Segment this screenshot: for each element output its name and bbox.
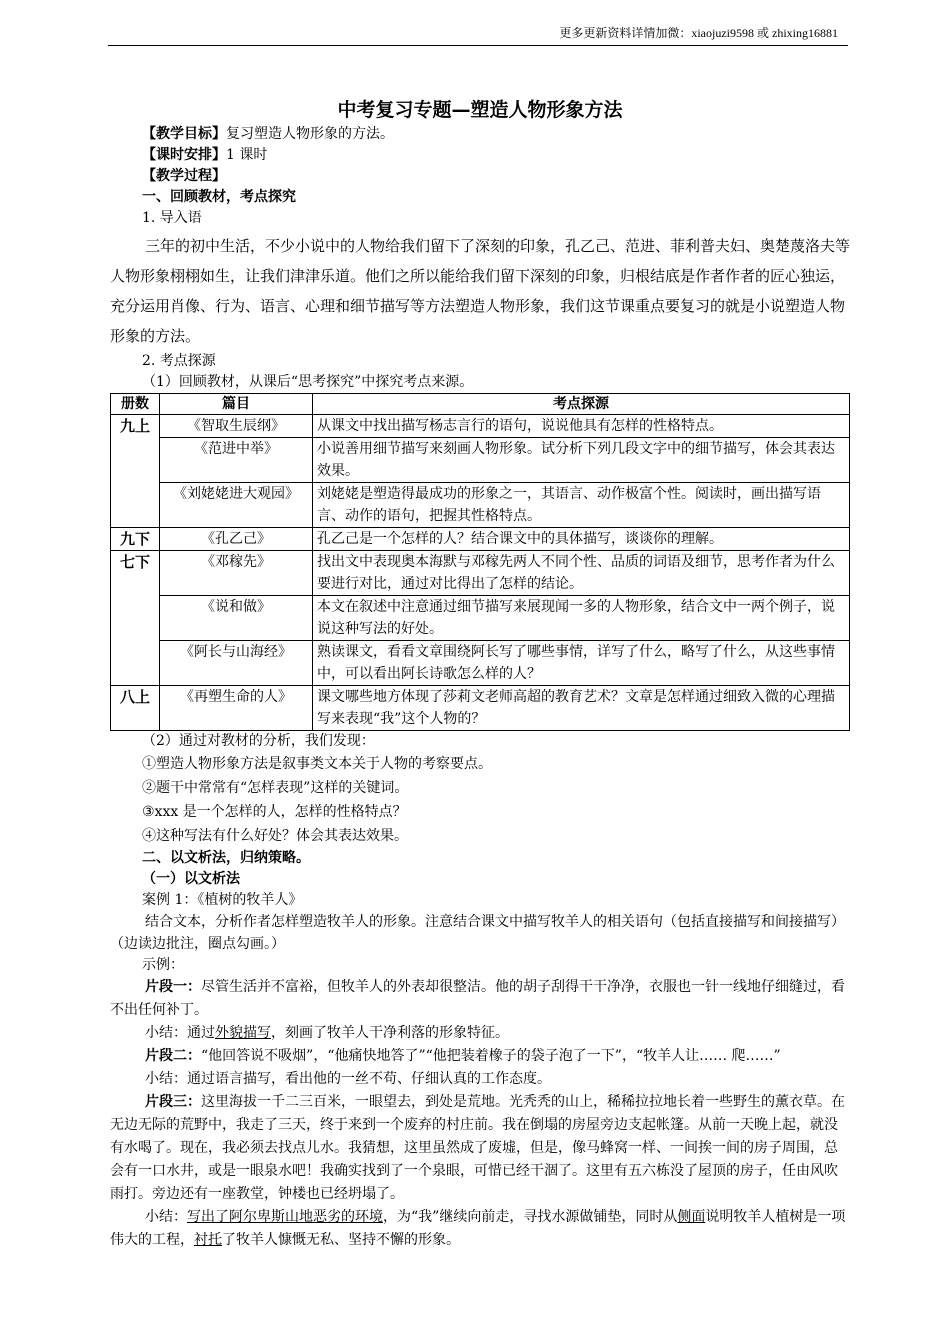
section1-sub2: 2. 考点探源 — [142, 353, 216, 369]
segment-one: 片段一：尽管生活并不富裕，但牧羊人的外表却很整洁。他的胡子刮得干干净净，衣服也一针一线地仔细缝过，看不出任何补丁。 — [110, 979, 845, 1018]
table-row — [111, 641, 850, 686]
point-cell: 小说善用细节描写来刻画人物形象。试分析下列几段文字中的细节描写，体会其表达效果。 — [313, 438, 850, 483]
summary-three: 小结：写出了阿尔卑斯山地恶劣的环境，为“我”继续向前走，寻找水源做铺垫，同时从侧面说明牧羊人植树是一项伟大的工程，衬托了牧羊人慷慨无私、坚持不懈的形象。 — [110, 1209, 846, 1248]
volume-cell: 七下 — [111, 551, 160, 686]
header-note: 更多更新资料详情加微：xiaojuzi9598 或 zhixing16881 — [559, 26, 838, 40]
header-rule — [108, 45, 848, 46]
section2-sub: （一）以文析法 — [142, 871, 240, 887]
table-header-point: 考点探源 — [313, 394, 850, 415]
table-header-title: 篇目 — [160, 394, 313, 415]
finding-item: ④这种写法有什么好处？体会其表达效果。 — [142, 828, 408, 844]
meta-goal: 【教学目标】复习塑造人物形象的方法。 — [142, 126, 394, 142]
section1-heading: 一、回顾教材，考点探究 — [142, 189, 296, 205]
title-cell: 《范进中举》 — [160, 438, 313, 483]
title-cell: 《邓稼先》 — [160, 551, 313, 596]
table-row — [111, 596, 850, 641]
textbook-table — [110, 393, 850, 731]
title-cell: 《刘姥姥进大观园》 — [160, 483, 313, 528]
volume-cell: 九下 — [111, 528, 160, 551]
section1-step1: （1）回顾教材，从课后“思考探究”中探究考点来源。 — [142, 374, 474, 390]
segment-two: 片段二：“他回答说不吸烟”，“他痛快地答了”“他把装着橡子的袋子泡了一下”，“牧羊人让…… 爬……” — [145, 1048, 781, 1064]
intro-paragraph: 三年的初中生活，不少小说中的人物给我们留下了深刻的印象，孔乙己、范进、菲利普夫妇、奥楚蔑洛夫等人物形象栩栩如生，让我们津津乐道。他们之所以能给我们留下深刻的印象，归根结底是作者作者的匠心独运，充分运用肖像、行为、语言、心理和细节描写等方法塑造人物形象，我们这节课重点要复习的就是小说塑造人物形象的方法。 — [110, 237, 851, 345]
table-row — [111, 438, 850, 483]
case-task: 结合文本，分析作者怎样塑造牧羊人的形象。注意结合课文中描写牧羊人的相关语句（包括直接描写和间接描写）（边读边批注，圈点勾画。） — [110, 914, 845, 952]
point-cell: 熟读课文，看看文章围绕阿长写了哪些事情，详写了什么，略写了什么，从这些事情中，可以看出阿长诗歌怎么样的人？ — [313, 641, 850, 686]
point-cell: 从课文中找出描写杨志言行的语句，说说他具有怎样的性格特点。 — [313, 415, 850, 438]
title-cell: 《阿长与山海经》 — [160, 641, 313, 686]
table-row — [111, 528, 850, 551]
case-title: 案例 1：《植树的牧羊人》 — [142, 892, 303, 908]
summary-two: 小结：通过语言描写，看出他的一丝不苟、仔细认真的工作态度。 — [145, 1071, 551, 1087]
finding-item: ①塑造人物形象方法是叙事类文本关于人物的考察要点。 — [142, 756, 492, 772]
table-header-row — [111, 394, 850, 415]
table-row — [111, 483, 850, 528]
point-cell: 孔乙己是一个怎样的人？结合课文中的具体描写，谈谈你的理解。 — [313, 528, 850, 551]
table-row — [111, 551, 850, 596]
segment-three: 片段三：这里海拔一千二三百米，一眼望去，到处是荒地。光秃秃的山上，稀稀拉拉地长着一些野生的薰衣草。在无边无际的荒野中，我走了三天，终于来到一个废弃的村庄前。我在倒塌的房屋旁边支起帐篷。从前一天晚上起，就没有水喝了。现在，我必须去找点儿水。我猜想，这里虽然成了废墟，但是，像马蜂窝一样、一间挨一间的房子周围，总会有一口水井，或是一眼泉水吧！我确实找到了一个泉眼，可惜已经干涸了。这里有五六栋没了屋顶的房子，任由风吹雨打。旁边还有一座教堂，钟楼也已经坍塌了。 — [110, 1094, 845, 1202]
finding-item: ③xxx 是一个怎样的人，怎样的性格特点？ — [142, 804, 407, 820]
point-cell: 刘姥姥是塑造得最成功的形象之一，其语言、动作极富个性。阅读时，画出描写语言、动作的语句，把握其性格特点。 — [313, 483, 850, 528]
table-row — [111, 686, 850, 731]
point-cell: 本文在叙述中注意通过细节描写来展现闻一多的人物形象，结合文中一两个例子，说说这种写法的好处。 — [313, 596, 850, 641]
title-cell: 《智取生辰纲》 — [160, 415, 313, 438]
title-cell: 《再塑生命的人》 — [160, 686, 313, 731]
document-body — [110, 96, 850, 1252]
finding-item: ②题干中常常有“怎样表现”这样的关键词。 — [142, 780, 409, 796]
title-cell: 《说和做》 — [160, 596, 313, 641]
volume-cell: 九上 — [111, 415, 160, 528]
section1-sub1: 1. 导入语 — [142, 210, 202, 226]
title-cell: 《孔乙己》 — [160, 528, 313, 551]
point-cell: 找出文中表现奥本海默与邓稼先两人不同个性、品质的词语及细节，思考作者为什么要进行对比，通过对比得出了怎样的结论。 — [313, 551, 850, 596]
findings-lead: （2）通过对教材的分析，我们发现： — [142, 733, 375, 749]
page-title: 中考复习专题—塑造人物形象方法 — [337, 99, 623, 121]
point-cell: 课文哪些地方体现了莎莉文老师高超的教育艺术？文章是怎样通过细致入微的心理描写来表现“我”这个人物的？ — [313, 686, 850, 731]
meta-schedule: 【课时安排】1 课时 — [142, 147, 268, 163]
table-row — [111, 415, 850, 438]
volume-cell: 八上 — [111, 686, 160, 731]
summary-one: 小结：通过外貌描写，刻画了牧羊人干净利落的形象特征。 — [145, 1025, 509, 1041]
example-label: 示例： — [142, 957, 184, 973]
meta-process: 【教学过程】 — [142, 168, 226, 184]
section2-heading: 二、以文析法，归纳策略。 — [142, 850, 310, 866]
table-header-volume: 册数 — [111, 394, 160, 415]
